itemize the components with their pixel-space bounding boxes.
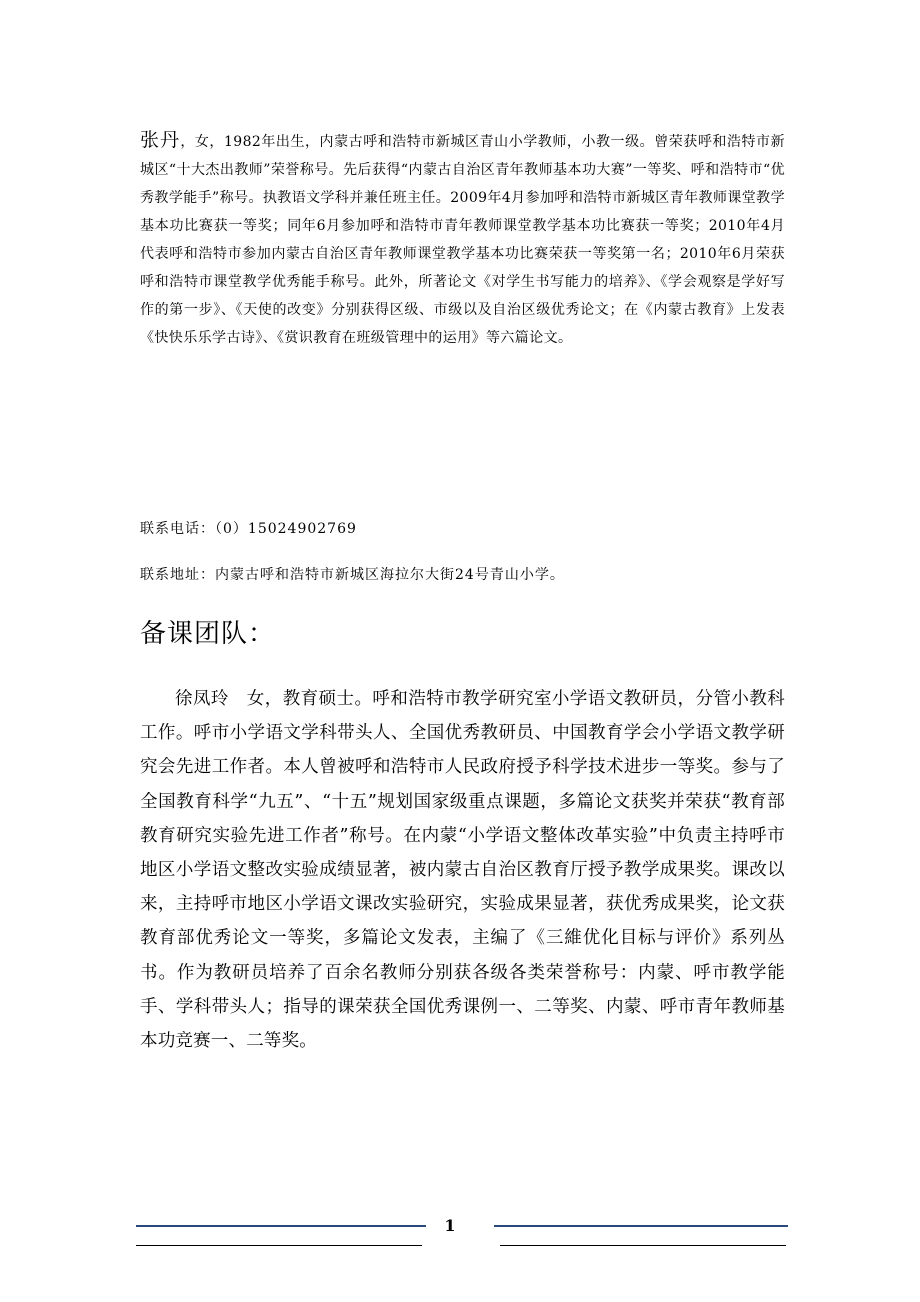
footer-rule-bottom-left xyxy=(136,1245,422,1246)
footer-rule-top-left xyxy=(136,1225,426,1227)
page-number: 1 xyxy=(444,1216,456,1235)
bio-text: ，女，1982年出生，内蒙古呼和浩特市新城区青山小学教师，小教一级。曾荣获呼和浩特市新城区“十大杰出教师”荣誉称号。先后获得“内蒙古自治区青年教师基本功大赛”一等奖、呼和浩特市“优秀教学能手”称号。执教语文学科并兼任班主任。2009年4月参加呼和浩特市新城区青年教师课堂教学基本功比赛获一等奖；同年6月参加呼和浩特市青年教师课堂教学基本功比赛获一等奖；2010年4月代表呼和浩特市参加内蒙古自治区青年教师课堂教学基本功比赛荣获一等奖第一名；2010年6月荣获呼和浩特市课堂教学优秀能手称号。此外，所著论文《对学生书写能力的培养》、《学会观察是学好写作的第一步》、《天使的改变》分别获得区级、市级以及自治区级优秀论文；在《内蒙古教育》上发表《快快乐乐学古诗》、《赏识教育在班级管理中的运用》等六篇论文。 xyxy=(140,134,785,346)
contact-address: 联系地址：内蒙古呼和浩特市新城区海拉尔大街24号青山小学。 xyxy=(140,567,565,583)
footer-rule-bottom-right xyxy=(500,1245,786,1246)
team-heading: 备课团队： xyxy=(140,619,276,649)
bio-name: 张丹 xyxy=(140,129,181,151)
team-paragraph: 徐凤玲 女，教育硕士。呼和浩特市教学研究室小学语文教研员，分管小教科工作。呼市小学语文学科带头人、全国优秀教研员、中国教育学会小学语文教学研究会先进工作者。本人曾被呼和浩特市人民政府授予科学技术进步一等奖。参与了全国教育科学“九五”、“十五”规划国家级重点课题，多篇论文获奖并荣获“教育部教育研究实验先进工作者”称号。在内蒙“小学语文整体改革实验”中负责主持呼市地区小学语文整改实验成绩显著，被内蒙古自治区教育厅授予教学成果奖。课改以来，主持呼市地区小学语文课改实验研究，实验成果显著，获优秀成果奖，论文获教育部优秀论文一等奖，多篇论文发表，主编了《三維优化目标与评价》系列丛书。作为教研员培养了百余名教师分别获各级各类荣誉称号：内蒙、呼市教学能手、学科带头人；指导的课荣获全国优秀课例一、二等奖、内蒙、呼市青年教师基本功竞赛一、二等奖。 xyxy=(140,689,785,1052)
contact-phone: 联系电话：（0）15024902769 xyxy=(140,521,357,537)
footer-rule-top-right xyxy=(494,1225,788,1227)
bio-paragraph xyxy=(140,126,785,352)
